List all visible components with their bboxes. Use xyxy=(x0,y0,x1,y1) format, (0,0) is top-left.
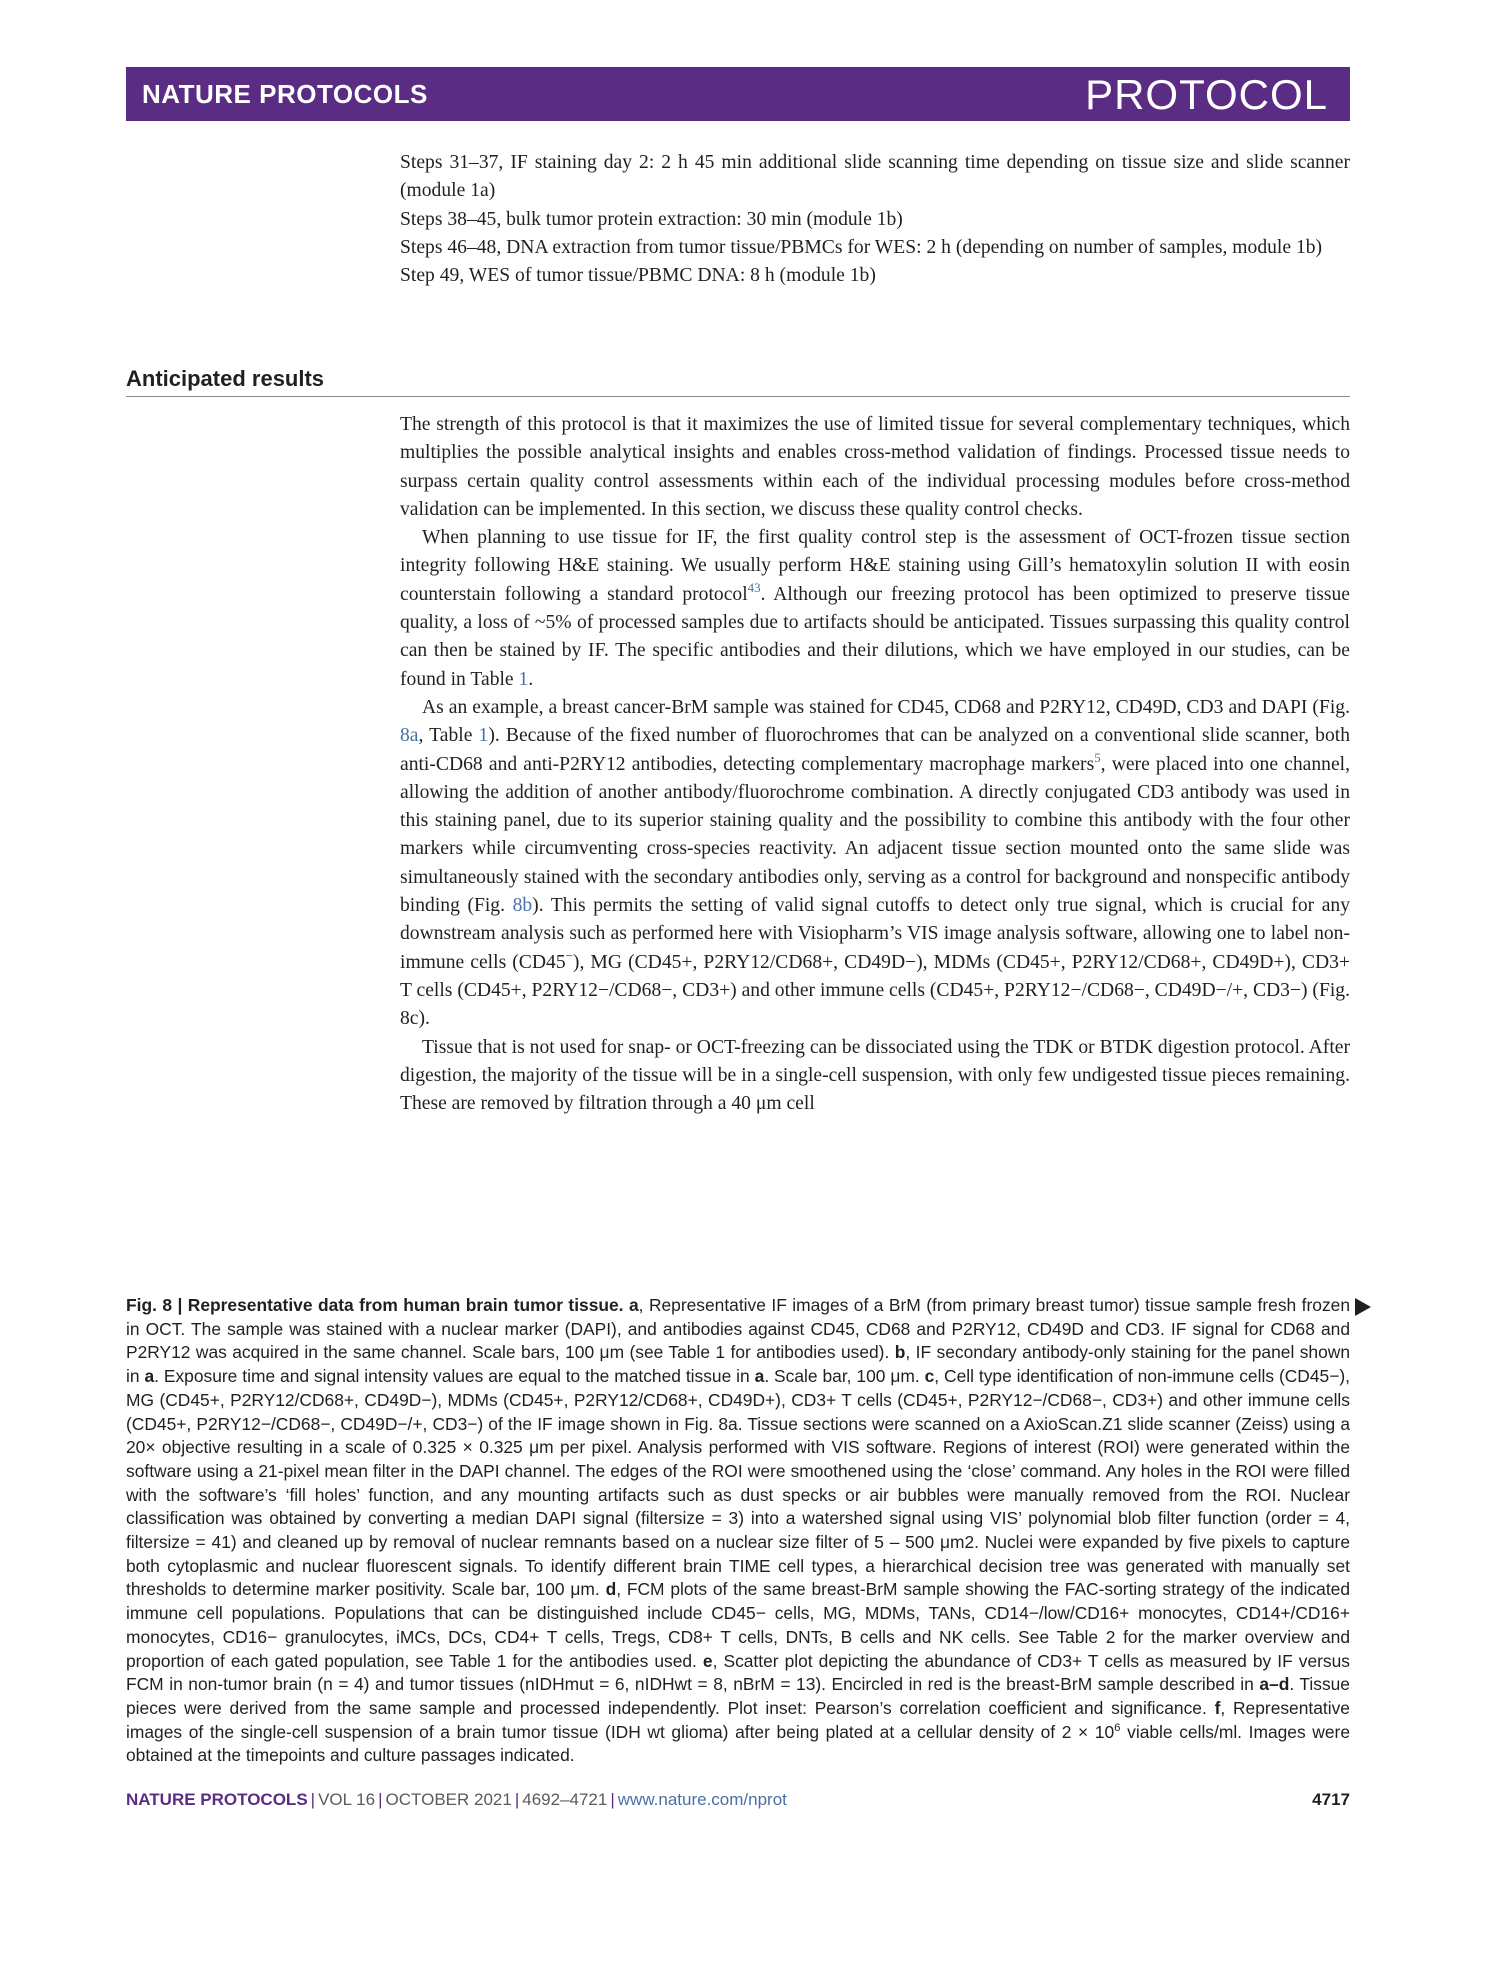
footer-date: OCTOBER 2021 xyxy=(385,1790,512,1809)
footer-journal: NATURE PROTOCOLS xyxy=(126,1790,308,1809)
timing-item: Steps 46–48, DNA extraction from tumor tissue/PBMCs for WES: 2 h (depending on number of samples, module 1b) xyxy=(400,236,1323,258)
section-heading: Anticipated results xyxy=(126,366,325,391)
paragraph-4: Tissue that is not used for snap- or OCT-freezing can be dissociated using the TDK or BTDK digestion protocol. After digestion, the majority of the tissue will be in a single-cell suspension, with only few undigested tissue pieces remaining. These are removed by filtration through a 40 μm cell xyxy=(400,1036,1350,1115)
figure-caption: Fig. 8 | Representative data from human brain tumor tissue. a, Representative IF images of a BrM (from primary breast tumor) tissue sample fresh frozen in OCT. The sample was stained with a nuclear marker (DAPI), and antibodies against CD45, CD68 and P2RY12, CD49D and CD3. IF signal for CD68 and P2RY12 was acquired in the same channel. Scale bars, 100 μm (see Table 1 for antibodies used). b, IF secondary antibody-only staining for the panel shown in a. Exposure time and signal intensity values are equal to the matched tissue in a. Scale bar, 100 μm. c, Cell type identification of non-immune cells (CD45−), MG (CD45+, P2RY12/CD68+, CD49D−), MDMs (CD45+, P2RY12/CD68+, CD49D+), CD3+ T cells (CD45+, P2RY12−/CD68−, CD3+) and other immune cells (CD45+, P2RY12−/CD68−, CD49D−/+, CD3−) of the IF image shown in Fig. 8a. Tissue sections were scanned on a AxioScan.Z1 slide scanner (Zeiss) using a 20× objective resulting in a scale of 0.325 × 0.325 μm per pixel. Analysis performed with VIS software. Regions of interest (ROI) were generated within the software using a 21-pixel mean filter in the DAPI channel. The edges of the ROI were smoothened using the ‘close’ command. Any holes in the ROI were filled with the software’s ‘fill holes’ function, and any mounting artifacts such as dust specks or air bubbles were manually removed from the ROI. Nuclear classification was obtained by converting a median DAPI signal (filtersize = 3) into a watershed signal using VIS’ polynomial blob filter function (order = 4, filtersize = 41) and cleaned up by removal of nuclear remnants based on a nuclear size filter of 5 – 500 μm2. Nuclei were expanded by five pixels to capture both cytoplasmic and nuclear fluorescent signals. To identify different brain TIME cell types, a hierarchical decision tree was generated with manually set thresholds to determine marker positivity. Scale bar, 100 μm. d, FCM plots of the same breast-BrM sample showing the FAC-sorting strategy of the indicated immune cell populations. Populations that can be distinguished include CD45− cells, MG, MDMs, TANs, CD14−/low/CD16+ monocytes, CD14+/CD16+ monocytes, CD16− granulocytes, iMCs, DCs, CD4+ T cells, Tregs, CD8+ T cells, DNTs, B cells and NK cells. See Table 2 for the marker overview and proportion of each gated population, see Table 1 for the antibodies used. e, Scatter plot depicting the abundance of CD3+ T cells as measured by IF versus FCM in non-tumor brain (n = 4) and tumor tissues (nIDHmut = 6, nIDHwt = 8, nBrM = 13). Encircled in red is the breast-BrM sample described in a–d. Tissue pieces were derived from the same sample and processed independently. Plot inset: Pearson’s correlation coefficient and significance. f, Representative images of the single-cell suspension of a brain tumor tissue (IDH wt glioma) after being plated at a cellular density of $2 \times 10^6$ viable cells/ml. Images were obtained at the timepoints and culture passages indicated. xyxy=(126,1295,1351,1766)
journal-header-bar xyxy=(126,67,1350,121)
journal-name: NATURE PROTOCOLS xyxy=(142,79,428,109)
footer-url-link[interactable]: www.nature.com/nprot xyxy=(617,1790,787,1809)
page-footer: NATURE PROTOCOLS | VOL 16 | OCTOBER 2021 | 4692–4721 | www.nature.com/nprot xyxy=(126,1790,787,1809)
page-number: 4717 xyxy=(1312,1790,1350,1809)
footer-pages: 4692–4721 xyxy=(522,1790,608,1809)
timing-list xyxy=(400,149,1350,290)
results-body xyxy=(400,411,1350,1118)
paragraph-3: As an example, a breast cancer-BrM sample was stained for CD45, CD68 and P2RY12, CD49D, CD3 and DAPI (Fig. 8a, Table 1). Because of the fixed number of fluorochromes that can be analyzed on a conventional slide scanner, both anti-CD68 and anti-P2RY12 antibodies, detecting complementary macrophage markers$^5$, were placed into one channel, allowing the addition of another antibody/fluorochrome combination. A directly conjugated CD3 antibody was used in this staining panel, due to its superior staining quality and the possibility to combine this antibody with the four other markers while circumventing cross-species reactivity. An adjacent tissue section mounted onto the same slide was simultaneously stained with the secondary antibodies only, serving as a control for background and nonspecific antibody binding (Fig. 8b). This permits the setting of valid signal cutoffs to detect only true signal, which is crucial for any downstream analysis such as performed here with Visiopharm’s VIS image analysis software, allowing one to label non-immune cells (CD45−), MG (CD45+, P2RY12/CD68+, CD49D−), MDMs (CD45+, P2RY12/CD68+, CD49D+), CD3+ T cells (CD45+, P2RY12−/CD68−, CD3+) and other immune cells (CD45+, P2RY12−/CD68−, CD49D−/+, CD3−) (Fig. 8c). xyxy=(400,696,1351,1030)
figure-link[interactable]: 8b xyxy=(512,895,533,917)
section-label: PROTOCOL xyxy=(1085,71,1328,118)
table-link[interactable]: 1 xyxy=(478,725,489,747)
heading-divider xyxy=(126,396,1350,397)
paragraph-1: The strength of this protocol is that it maximizes the use of limited tissue for several complementary techniques, which multiplies the possible analytical insights and enables cross-method validation of findings. Processed tissue needs to surpass certain quality control assessments within each of the individual processing modules before cross-method validation can be implemented. In this section, we discuss these quality control checks. xyxy=(400,414,1350,520)
citation-link[interactable]: 5 xyxy=(1094,749,1101,765)
paragraph-2: When planning to use tissue for IF, the first quality control step is the assessment of OCT-frozen tissue section integrity following H&E staining. We usually perform H&E staining using Gill’s hematoxylin solution II with eosin counterstain following a standard protocol$^{43}$. Although our freezing protocol has been optimized to preserve tissue quality, a loss of ~5% of processed samples due to artifacts should be anticipated. Tissues surpassing this quality control can then be stained by IF. The specific antibodies and their dilutions, which we have employed in our studies, can be found in Table 1. xyxy=(400,527,1351,690)
footer-volume: VOL 16 xyxy=(318,1790,376,1809)
timing-item: Step 49, WES of tumor tissue/PBMC DNA: 8 h (module 1b) xyxy=(400,265,876,287)
cell-type-list: ), MG (CD45+, P2RY12/CD68+, CD49D−), MDMs (CD45+, P2RY12/CD68+, CD49D+), CD3+ T cells (CD45+, P2RY12−/CD68−, CD3+) and other immune cells (CD45+, P2RY12−/CD68−, CD49D−/+, CD3−) (Fig. 8c). xyxy=(400,951,1350,1030)
caption-title: Fig. 8 | Representative data from human brain tumor tissue. xyxy=(126,1295,624,1315)
citation-link[interactable]: 43 xyxy=(747,579,761,595)
figure-link[interactable]: 8a xyxy=(400,725,419,747)
timing-item: Steps 31–37, IF staining day 2: 2 h 45 min additional slide scanning time depending on tissue size and slide scanner (module 1a) xyxy=(400,152,1350,202)
continue-arrow-icon xyxy=(1355,1298,1371,1316)
timing-item: Steps 38–45, bulk tumor protein extraction: 30 min (module 1b) xyxy=(400,208,903,230)
table-link[interactable]: 1 xyxy=(518,668,529,690)
